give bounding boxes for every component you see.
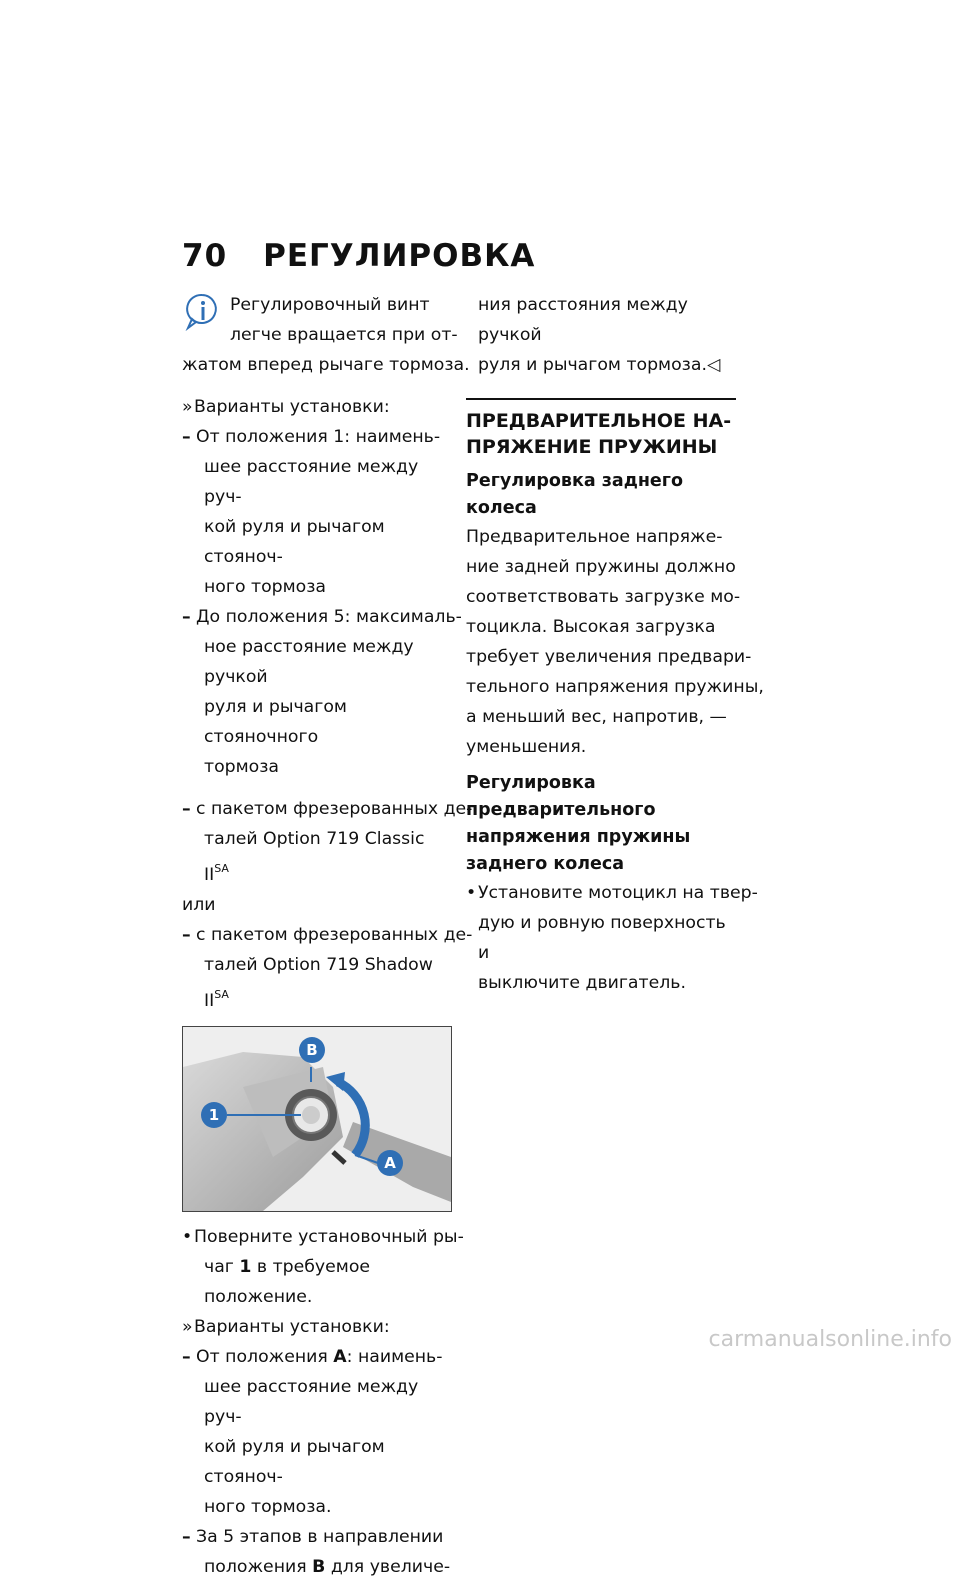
- package-item-line: талей Option 719 Shadow $II^{SA}$: [204, 955, 433, 1011]
- or-text: или: [182, 895, 216, 915]
- page-number: 70: [182, 238, 228, 274]
- subheading: Регулировка предварительного напряжения пружины заднего колеса: [466, 773, 691, 874]
- info-icon: [182, 292, 222, 332]
- variant-item: – От положения A: наимень-: [182, 1347, 443, 1367]
- section-heading: [466, 398, 736, 460]
- arrow-marker-icon: »: [182, 1317, 193, 1337]
- variants-label: »Варианты установки:: [182, 392, 452, 422]
- variant-item-line: ного тормоза.: [204, 1497, 332, 1517]
- package-item-line: талей Option 719 Classic $II^{SA}$: [204, 829, 425, 885]
- variant-item-line: шее расстояние между руч-: [204, 457, 419, 507]
- continuation-line: руля и рычагом тормоза.◁: [478, 355, 721, 375]
- paragraph-line: соответствовать загрузке мо-: [466, 587, 741, 607]
- variant-item-line: кой руля и рычагом стояноч-: [204, 1437, 385, 1487]
- variant-item: – От положения 1: наимень-: [182, 427, 441, 447]
- variant-item: – До положения 5: максималь-: [182, 607, 462, 627]
- bullet-icon: •: [466, 883, 477, 903]
- variant-item-line: ного тормоза: [204, 577, 327, 597]
- paragraph-line: а меньший вес, напротив, —: [466, 707, 727, 727]
- paragraph-line: требует увеличения предвари-: [466, 647, 752, 667]
- instruction-step-line: чаг 1 в требуемое положение.: [204, 1257, 371, 1307]
- left-column: [182, 290, 473, 1582]
- variant-item-line: шее расстояние между руч-: [204, 1377, 419, 1427]
- instruction-step-line: выключите двигатель.: [478, 973, 686, 993]
- info-note: [182, 290, 470, 380]
- paragraph-line: тоцикла. Высокая загрузка: [466, 617, 716, 637]
- variants-label: »Варианты установки:: [182, 1312, 452, 1342]
- variant-item-line: руля и рычагом стояночного: [204, 697, 347, 747]
- callout-1: 1: [201, 1102, 227, 1128]
- variant-item-line: тормоза: [204, 757, 279, 777]
- variant-item-line: ное расстояние между ручкой: [204, 637, 414, 687]
- lever-figure: [182, 1026, 452, 1212]
- callout-a: A: [377, 1150, 403, 1176]
- paragraph-line: Предварительное напряже-: [466, 527, 723, 547]
- watermark: carmanualsonline.info: [708, 1327, 952, 1352]
- variant-item-line: кой руля и рычагом стояноч-: [204, 517, 385, 567]
- instruction-step-line: дую и ровную поверхность и: [478, 913, 726, 963]
- section-title-line: ПРЕДВАРИТЕЛЬНОЕ НА-: [466, 410, 732, 432]
- paragraph-line: ние задней пружины должно: [466, 557, 736, 577]
- note-line: Регулировочный винт: [230, 295, 430, 315]
- variant-item: – За 5 этапов в направлении: [182, 1527, 444, 1547]
- paragraph-line: тельного напряжения пружины,: [466, 677, 764, 697]
- arrow-marker-icon: »: [182, 397, 193, 417]
- package-item: – с пакетом фрезерованных де-: [182, 799, 473, 819]
- section-title-line: ПРЯЖЕНИЕ ПРУЖИНЫ: [466, 436, 718, 458]
- callout-b: B: [299, 1037, 325, 1063]
- page-title: РЕГУЛИРОВКА: [263, 238, 536, 274]
- right-column: [466, 290, 764, 998]
- note-line: легче вращается при от-: [230, 325, 458, 345]
- instruction-step: • Поверните установочный ры-: [182, 1222, 452, 1252]
- instruction-step: • Установите мотоцикл на твер-: [466, 878, 736, 908]
- variant-item-line: положения B для увеличе-: [204, 1557, 451, 1577]
- subheading: Регулировка заднего колеса: [466, 471, 683, 518]
- paragraph-line: уменьшения.: [466, 737, 587, 757]
- package-item: – с пакетом фрезерованных де-: [182, 925, 473, 945]
- bullet-icon: •: [182, 1227, 193, 1247]
- note-line: жатом вперед рычаге тормоза.: [182, 355, 470, 375]
- continuation-line: ния расстояния между ручкой: [478, 295, 688, 345]
- page-header: [182, 238, 535, 274]
